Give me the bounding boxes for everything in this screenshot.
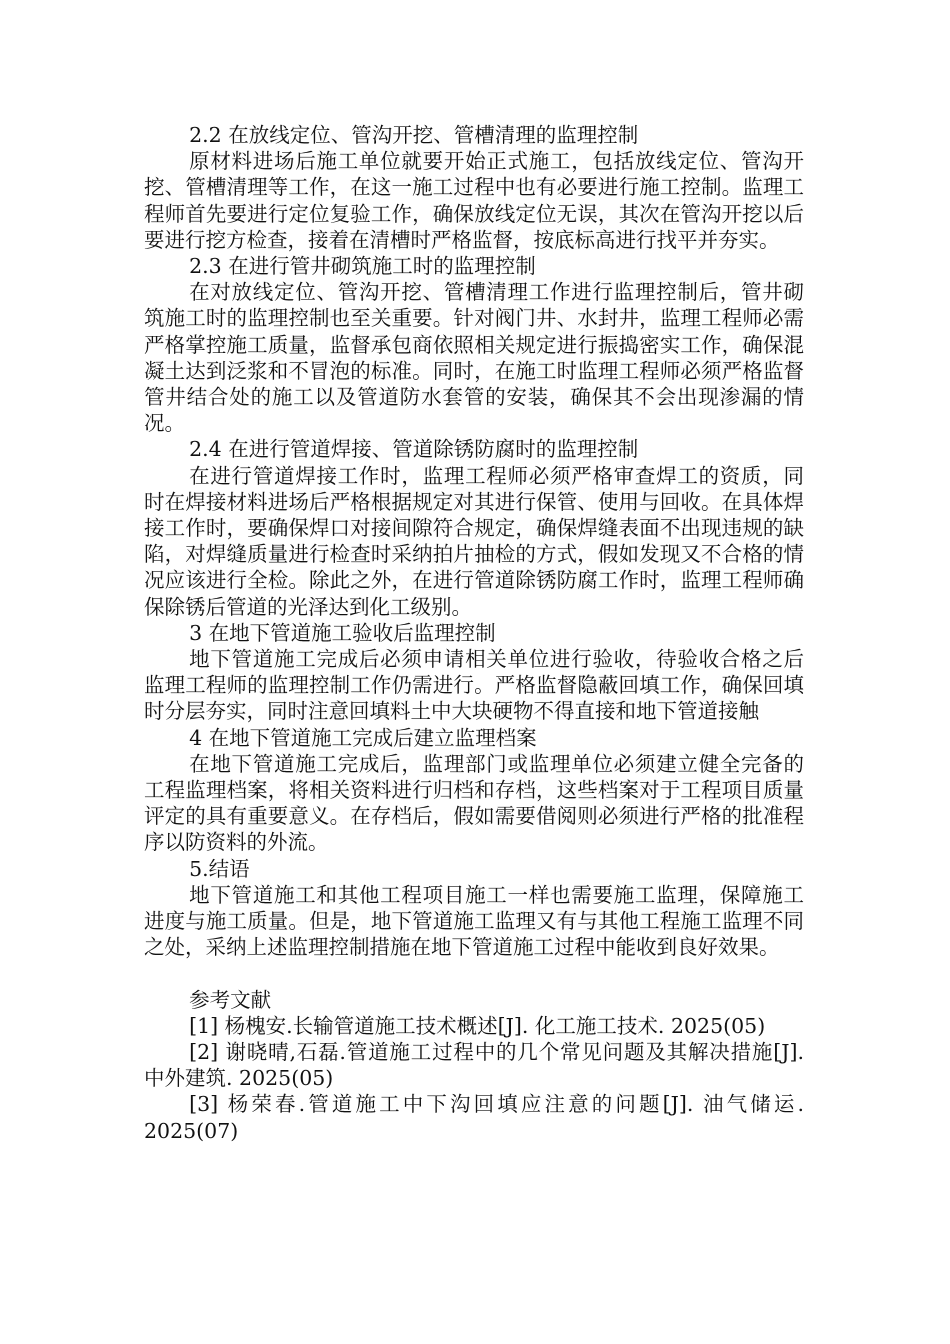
section-heading: 2.2 在放线定位、管沟开挖、管槽清理的监理控制 — [189, 123, 639, 147]
section-paragraph: 在地下管道施工完成后，监理部门或监理单位必须建立健全完备的工程监理档案，将相关资料进行归档和存档，这些档案对于工程项目质量评定的具有重要意义。在存档后，假如需要借阅则必须进行严格的批准程序以防资料的外流。 — [144, 751, 804, 855]
references-title: 参考文献 — [189, 987, 272, 1012]
section-heading: 2.3 在进行管井砌筑施工时的监理控制 — [189, 254, 536, 279]
section-paragraph: 原材料进场后施工单位就要开始正式施工，包括放线定位、管沟开挖、管槽清理等工作，在这一施工过程中也有必要进行施工控制。监理工程师首先要进行定位复验工作，确保放线定位无误，其次在管沟开挖以后要进行挖方检查，接着在清槽时严格监督，按底标高进行找平并夯实。 — [144, 149, 804, 252]
section-heading: 5.结语 — [189, 856, 250, 881]
section-paragraph: 地下管道施工完成后必须申请相关单位进行验收，待验收合格之后监理工程师的监理控制工作仍需进行。严格监督隐蔽回填工作，确保回填时分层夯实，同时注意回填料土中大块硬物不得直接和地下管道接触 — [144, 647, 804, 724]
section-paragraph: 地下管道施工和其他工程项目施工一样也需要施工监理，保障施工进度与施工质量。但是，地下管道施工监理又有与其他工程施工监理不同之处，采纳上述监理控制措施在地下管道施工过程中能收到良好效果。 — [144, 882, 804, 960]
document-page — [144, 122, 804, 1144]
section-heading: 4 在地下管道施工完成后建立监理档案 — [189, 725, 537, 750]
section-paragraph: 在进行管道焊接工作时，监理工程师必须严格审查焊工的资质，同时在焊接材料进场后严格根据规定对其进行保管、使用与回收。在具体焊接工作时，要确保焊口对接间隙符合规定，确保焊缝表面不出现违规的缺陷，对焊缝质量进行检查时采纳拍片抽检的方式，假如发现又不合格的情况应该进行全检。除此之外，在进行管道除锈防腐工作时，监理工程师确保除锈后管道的光泽达到化工级别。 — [144, 463, 804, 619]
reference-item: [2] 谢晓晴,石磊.管道施工过程中的几个常见问题及其解决措施[J]. 中外建筑. 2025(05) — [144, 1039, 804, 1091]
section-paragraph: 在对放线定位、管沟开挖、管槽清理工作进行监理控制后，管井砌筑施工时的监理控制也至关重要。针对阀门井、水封井，监理工程师必需严格掌控施工质量，监督承包商依照相关规定进行振捣密实工作，确保混凝土达到泛浆和不冒泡的标准。同时，在施工时监理工程师必须严格监督管井结合处的施工以及管道防水套管的安装，确保其不会出现渗漏的情况。 — [144, 280, 804, 436]
section-heading: 3 在地下管道施工验收后监理控制 — [189, 620, 496, 645]
section-heading: 2.4 在进行管道焊接、管道除锈防腐时的监理控制 — [189, 437, 639, 462]
spacer — [144, 961, 804, 987]
reference-item: [3] 杨荣春.管道施工中下沟回填应注意的问题[J]. 油气储运. 2025(07) — [144, 1092, 804, 1143]
reference-item: [1] 杨槐安.长输管道施工技术概述[J]. 化工施工技术. 2025(05) — [189, 1013, 766, 1038]
